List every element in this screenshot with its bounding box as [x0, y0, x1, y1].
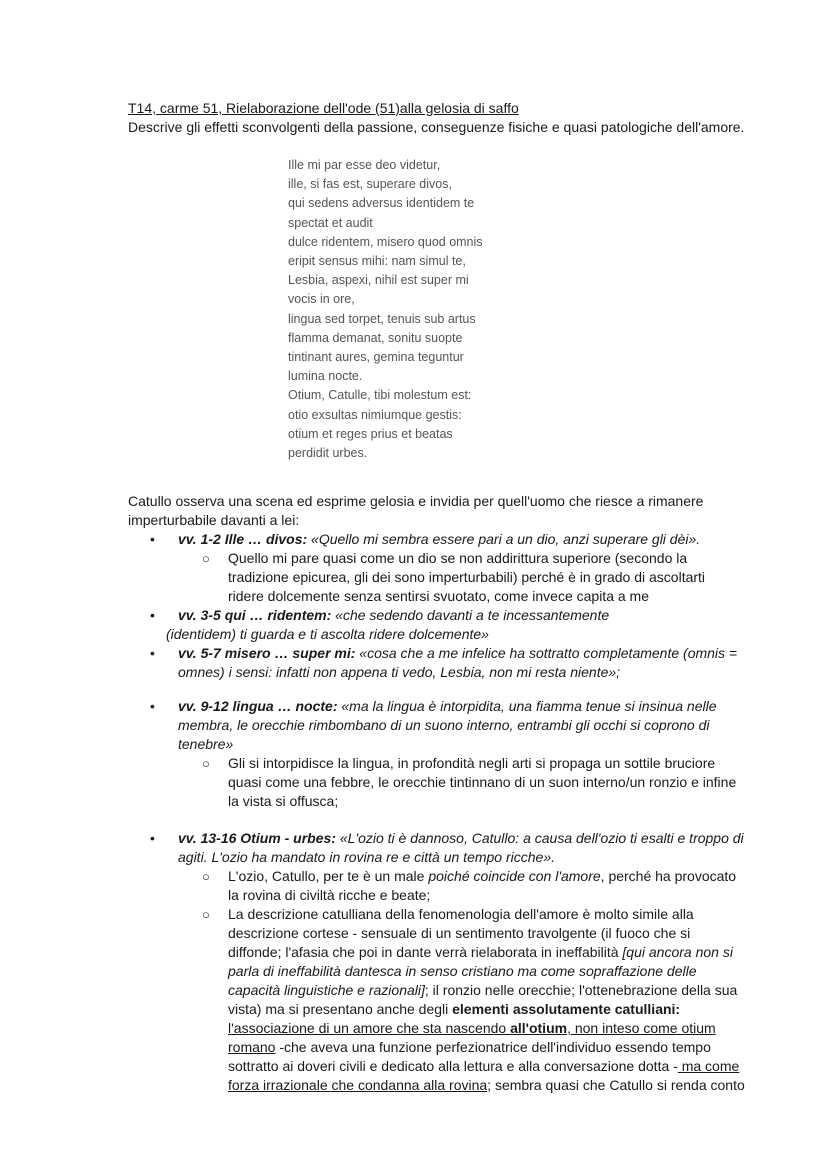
text-line: Quello mi pare quasi come un dio se non addirittura superiore (secondo la — [228, 550, 688, 566]
text-span: elementi assolutamente catulliani: — [452, 1001, 681, 1017]
text-line: agiti. L'ozio ha mandato in rovina re e città un tempo ricche». — [178, 849, 555, 865]
poem-line: vocis in ore, — [288, 292, 355, 307]
poem-line: perdidit urbes. — [288, 446, 368, 461]
text-span: forza irrazionale che condanna alla rovina — [228, 1077, 488, 1093]
text-span: vista) ma si presentano anche degli — [228, 1001, 453, 1017]
text-span: sottratto ai doveri civili e dedicato alla lettura e alla conversazione dotta - — [228, 1058, 678, 1074]
text-line: ridere dolcemente senza sentirsi svuotato, come invece capita a me — [228, 588, 649, 604]
text-span: L'ozio, Catullo, per te è un male — [228, 868, 429, 884]
poem-line: eripit sensus mihi: nam simul te, — [288, 254, 466, 269]
sub-bullet-text — [228, 549, 750, 606]
text-span: , non inteso come otium — [567, 1020, 716, 1036]
bullet-text: «L'ozio ti è dannoso, Catullo: a causa dell'ozio ti esalti e troppo di — [335, 830, 744, 846]
text-span: diffonde; l'afasia che poi in dante verrà rielaborata in ineffabilità — [228, 944, 623, 960]
text-span: parla di ineffabilità dantesca in senso cristiano ma come sopraffazione delle — [228, 963, 697, 979]
text-span: l'associazione di un amore che sta nascendo — [228, 1020, 511, 1036]
text-span: -che aveva una funzione perfezionatrice dell'individuo essendo tempo — [275, 1039, 711, 1055]
bullet-heading: vv. 13-16 Otium - urbes: — [178, 830, 336, 846]
text-span: capacità linguistiche e razionali] — [228, 982, 425, 998]
bullet-dot: • — [150, 607, 155, 623]
text-line: tradizione epicurea, gli dei sono imperturbabili) perché è in grado di ascoltarti — [228, 569, 706, 585]
sub-bullet-text — [228, 905, 750, 1095]
text-span: all'otium — [510, 1020, 568, 1036]
bullet-dot: • — [150, 645, 155, 661]
bullet-text: «che sedendo davanti a te incessantemente — [331, 607, 610, 623]
bullet-heading: vv. 1-2 Ille … divos: — [178, 531, 308, 547]
text-line: Gli si intorpidisce la lingua, in profondità negli arti si propaga un sottile bruciore — [228, 755, 716, 771]
poem-line: lingua sed torpet, tenuis sub artus — [288, 311, 476, 326]
text-span: ; sembra quasi che Catullo si renda conto — [487, 1077, 745, 1093]
bullet-text-cont: (identidem) ti guarda e ti ascolta ridere dolcemente» — [166, 626, 489, 642]
poem-line: Ille mi par esse deo videtur, — [288, 158, 441, 172]
bullet-vv-9-12 — [178, 697, 758, 754]
poem-line: Otium, Catulle, tibi molestum est: — [288, 388, 472, 403]
poem-line: spectat et audit — [288, 215, 373, 230]
text-span: [qui ancora non si — [622, 944, 733, 960]
text-span: ma come — [677, 1058, 740, 1074]
bullet-text: «ma la lingua è intorpidita, una fiamma tenue si insinua nelle — [337, 698, 717, 714]
page-title: T14, carme 51, Rielaborazione dell'ode (51)alla gelosia di saffo — [128, 100, 519, 116]
text-line: la rovina di civiltà ricche e beate; — [228, 887, 431, 903]
sub-bullet-circle: ○ — [202, 551, 210, 566]
text-span: romano — [228, 1039, 276, 1055]
text-line: membra, le orecchie rimbombano di un suono interno, entrambi gli occhi si coprono di — [178, 717, 710, 733]
text-line: quasi come una febbre, le orecchie tintinnano di un suon interno/un ronzio e infine — [228, 774, 737, 790]
bullet-dot: • — [150, 531, 155, 547]
text-line: tenebre» — [178, 736, 234, 752]
bullet-vv-13-16 — [178, 829, 758, 867]
bullet-vv-5-7 — [178, 644, 758, 663]
poem-line: otium et reges prius et beatas — [288, 426, 453, 441]
text-line: la vista si offusca; — [228, 793, 339, 809]
poem-line: dulce ridentem, misero quod omnis — [288, 234, 483, 249]
intro-line: imperturbabile davanti a lei: — [128, 512, 300, 528]
poem-line: Lesbia, aspexi, nihil est super mi — [288, 273, 469, 288]
poem-line: lumina nocte. — [288, 369, 363, 384]
bullet-heading: vv. 9-12 lingua … nocte: — [178, 698, 338, 714]
sub-bullet-text — [228, 867, 750, 905]
intro-line: Catullo osserva una scena ed esprime gelosia e invidia per quell'uomo che riesce a rimanere — [128, 493, 704, 509]
intro-paragraph — [128, 492, 728, 530]
bullet-dot: • — [150, 830, 155, 846]
bullet-text: «cosa che a me infelice ha sottratto completamente (omnis = — [355, 645, 738, 661]
poem-line: ille, si fas est, superare divos, — [288, 177, 452, 192]
text-line: descrizione cortese - sensuale di un sentimento travolgente (il fuoco che si — [228, 925, 691, 941]
bullet-dot: • — [150, 698, 155, 714]
bullet-vv-1-2 — [178, 530, 758, 549]
sub-bullet-circle: ○ — [202, 869, 210, 884]
poem-line: flamma demanat, sonitu suopte — [288, 330, 463, 345]
sub-bullet-circle: ○ — [202, 756, 210, 771]
sub-bullet-circle: ○ — [202, 907, 210, 922]
page-subtitle: Descrive gli effetti sconvolgenti della passione, conseguenze fisiche e quasi patologiche dell'amore. — [128, 119, 745, 135]
text-span: , perché ha provocato — [600, 868, 737, 884]
text-line: La descrizione catulliana della fenomenologia dell'amore è molto simile alla — [228, 906, 694, 922]
bullet-text-cont: omnes) i sensi: infatti non appena ti vedo, Lesbia, non mi resta niente»; — [178, 664, 621, 680]
sub-bullet-text — [228, 754, 750, 811]
bullet-heading: vv. 5-7 misero … super mi: — [178, 645, 356, 661]
bullet-heading: vv. 3-5 qui … ridentem: — [178, 607, 332, 623]
poem-block — [288, 156, 483, 463]
bullet-vv-3-5 — [178, 606, 758, 625]
poem-line: otio exsultas nimiumque gestis: — [288, 407, 462, 422]
text-span: ; il ronzio nelle orecchie; l'ottenebrazione della sua — [424, 982, 738, 998]
bullet-text: «Quello mi sembra essere pari a un dio, anzi superare gli dèi». — [307, 531, 701, 547]
poem-line: qui sedens adversus identidem te — [288, 196, 475, 211]
poem-line: tintinant aures, gemina teguntur — [288, 350, 464, 365]
text-span: poiché coincide con l'amore — [428, 868, 601, 884]
